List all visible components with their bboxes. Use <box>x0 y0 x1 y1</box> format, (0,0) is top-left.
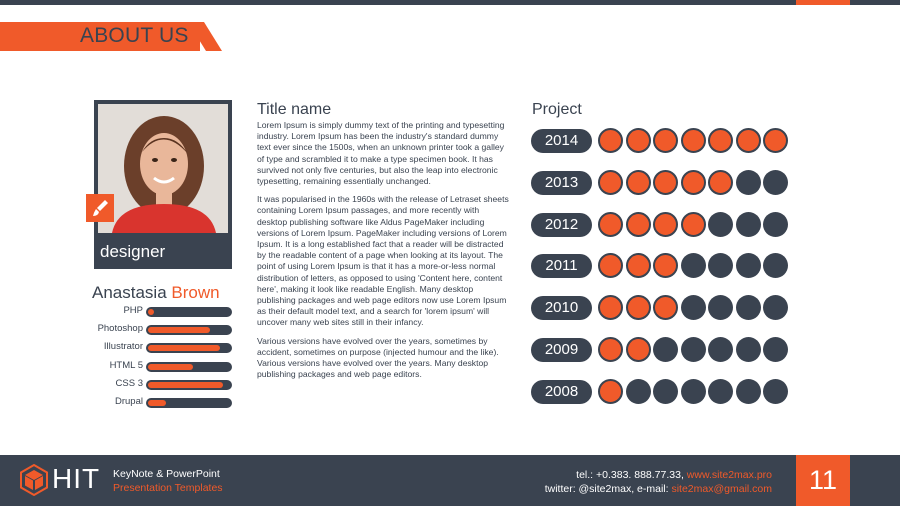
skill-label: Drupal <box>115 396 143 407</box>
progress-dot-filled <box>626 170 651 195</box>
progress-dot-filled <box>708 170 733 195</box>
progress-dot-empty <box>626 379 651 404</box>
progress-dot-filled <box>598 212 623 237</box>
tagline-secondary: Presentation Templates <box>113 482 223 494</box>
project-year-row <box>531 170 793 196</box>
project-year-row <box>531 337 793 363</box>
progress-dot-filled <box>626 337 651 362</box>
progress-dot-filled <box>598 128 623 153</box>
article-paragraph: Various versions have evolved over the years, sometimes by accident, sometimes on purpose (injected humour and the like). Various versions have evolved over the years. Many desktop publishing packages and web page editors. <box>257 335 499 380</box>
year-label: 2012 <box>531 213 592 237</box>
year-label: 2013 <box>531 171 592 195</box>
logo-text: HIT <box>52 463 101 494</box>
progress-dot-empty <box>708 253 733 278</box>
progress-dot-filled <box>653 212 678 237</box>
progress-dot-filled <box>626 212 651 237</box>
skill-bar-fill <box>148 400 166 406</box>
article-paragraph: Lorem Ipsum is simply dummy text of the printing and typesetting industry. Lorem Ipsum has been the industry's standard dummy text ever since the 1500s, when an unknown printer took a galley of type and scrambled it to make a type specimen book. It has survived not only five centuries, but also the leap into electronic typesetting, remaining essentially unchanged. <box>257 120 505 187</box>
year-label: 2014 <box>531 129 592 153</box>
footer <box>0 455 900 506</box>
article-paragraph: It was popularised in the 1960s with the release of Letraset sheets containing Lorem Ipsum passages, and more recently with desktop publishing software like Aldus PageMaker including versions of Lorem Ipsum. PageMaker including versions of Lorem Ipsum. It is a long established fact that a reader will be distracted by the readable content of a page when looking at its layout. The point of using Lorem Ipsum is that it has a more-or-less normal distribution of letters, as opposed to using 'Content here, content here', making it look like readable English. Many desktop publishing packages and web page editors now use Lorem Ipsum as their default model text, and a search for 'lorem ipsum' will uncover many web sites still in their infancy. <box>257 194 509 328</box>
progress-dot-empty <box>708 295 733 320</box>
email-link[interactable]: site2max@gmail.com <box>671 483 772 495</box>
year-label: 2009 <box>531 338 592 362</box>
progress-dot-filled <box>653 253 678 278</box>
skill-row <box>60 361 235 373</box>
page-title: ABOUT US <box>80 24 189 47</box>
phone-text: tel.: +0.383. 888.77.33, <box>576 469 687 481</box>
profile-card <box>94 100 232 269</box>
skill-bar-fill <box>148 345 220 351</box>
year-label: 2010 <box>531 296 592 320</box>
progress-dot-empty <box>763 170 788 195</box>
skill-bar <box>146 398 232 408</box>
project-year-row <box>531 212 793 238</box>
progress-dot-filled <box>598 170 623 195</box>
progress-dot-empty <box>763 337 788 362</box>
last-name: Brown <box>171 283 220 302</box>
role-label: designer <box>100 242 166 261</box>
skill-label: Photoshop <box>97 323 143 335</box>
skill-row <box>60 397 235 409</box>
progress-dot-empty <box>681 337 706 362</box>
top-bar-accent <box>796 0 850 5</box>
first-name: Anastasia <box>92 283 167 302</box>
progress-dot-empty <box>763 295 788 320</box>
progress-dot-filled <box>653 170 678 195</box>
progress-dot-filled <box>598 295 623 320</box>
progress-dot-filled <box>681 128 706 153</box>
skill-row <box>60 324 235 336</box>
skill-row <box>60 379 235 391</box>
project-year-row <box>531 379 793 405</box>
progress-dot-empty <box>653 337 678 362</box>
progress-dot-empty <box>708 337 733 362</box>
brush-icon <box>86 194 114 222</box>
year-label: 2011 <box>531 254 592 278</box>
progress-dot-empty <box>736 170 761 195</box>
progress-dot-filled <box>598 337 623 362</box>
profile-photo <box>98 104 228 233</box>
progress-dot-empty <box>708 212 733 237</box>
article-title: Title name <box>257 101 332 118</box>
skill-bar-fill <box>148 327 210 333</box>
skill-bar <box>146 362 232 372</box>
progress-dot-empty <box>736 379 761 404</box>
progress-dot-filled <box>598 379 623 404</box>
hexagon-logo-icon <box>20 464 48 496</box>
progress-dot-filled <box>653 128 678 153</box>
skill-bar-fill <box>148 309 154 315</box>
title-banner-stripe <box>188 22 222 51</box>
twitter-text: twitter: @site2max, e-mail: <box>544 483 672 495</box>
progress-dot-filled <box>763 128 788 153</box>
progress-dot-empty <box>736 212 761 237</box>
progress-dot-filled <box>708 128 733 153</box>
progress-dot-filled <box>626 253 651 278</box>
skill-bar <box>146 343 232 353</box>
progress-dot-empty <box>708 379 733 404</box>
tagline-primary: KeyNote & PowerPoint <box>113 468 220 480</box>
progress-dot-empty <box>763 379 788 404</box>
person-name <box>92 283 220 303</box>
progress-dot-empty <box>763 212 788 237</box>
skill-bar-fill <box>148 364 193 370</box>
project-title: Project <box>532 101 582 118</box>
project-year-row <box>531 295 793 321</box>
contact-line-social <box>545 482 772 496</box>
progress-dot-filled <box>626 128 651 153</box>
contact-line-phone <box>545 468 772 482</box>
progress-dot-filled <box>736 128 761 153</box>
skill-label: PHP <box>123 305 143 316</box>
project-year-row <box>531 128 793 154</box>
year-label: 2008 <box>531 380 592 404</box>
skill-bar <box>146 380 232 390</box>
progress-dot-empty <box>653 379 678 404</box>
skill-row <box>60 342 235 354</box>
skill-bar <box>146 325 232 335</box>
top-bar <box>0 0 900 5</box>
website-link[interactable]: www.site2max.pro <box>686 469 772 481</box>
progress-dot-filled <box>681 212 706 237</box>
progress-dot-empty <box>681 295 706 320</box>
skill-label: HTML 5 <box>109 359 143 371</box>
progress-dot-filled <box>598 253 623 278</box>
progress-dot-empty <box>736 295 761 320</box>
page-number: 11 <box>796 455 850 506</box>
progress-dot-empty <box>736 253 761 278</box>
skill-label: CSS 3 <box>115 377 143 389</box>
progress-dot-filled <box>653 295 678 320</box>
contact-info <box>545 468 772 496</box>
skill-bar <box>146 307 232 317</box>
skill-label: Illustrator <box>103 341 143 353</box>
progress-dot-filled <box>681 170 706 195</box>
progress-dot-empty <box>736 337 761 362</box>
progress-dot-filled <box>626 295 651 320</box>
article <box>257 101 510 387</box>
skill-row <box>60 306 235 318</box>
progress-dot-empty <box>681 253 706 278</box>
progress-dot-empty <box>681 379 706 404</box>
skill-bar-fill <box>148 382 223 388</box>
project-year-row <box>531 253 793 279</box>
progress-dot-empty <box>763 253 788 278</box>
